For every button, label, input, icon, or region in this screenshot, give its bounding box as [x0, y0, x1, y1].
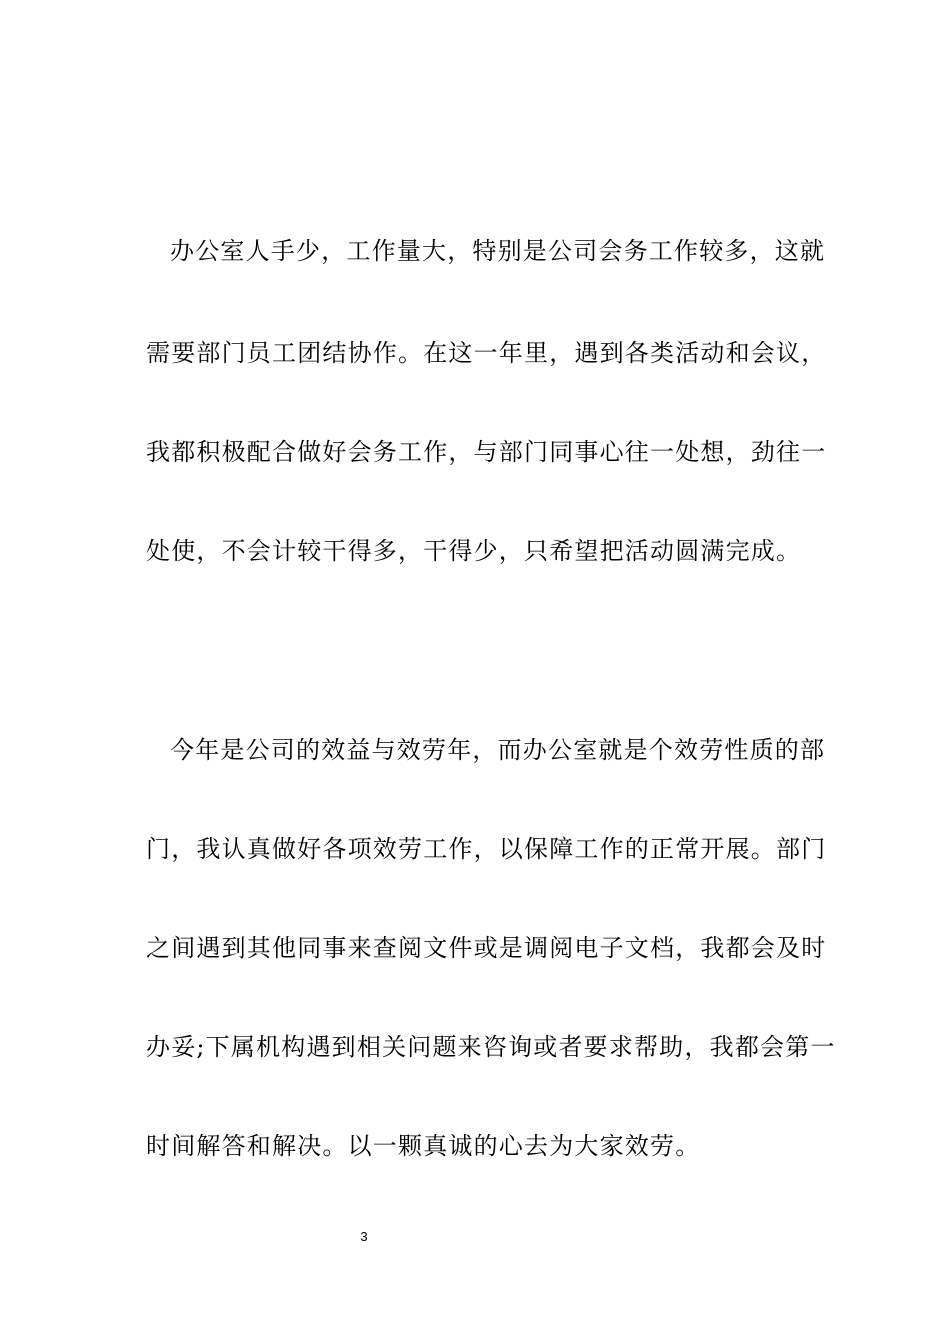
paragraph-line: 需要部门员工团结协作。在这一年里，遇到各类活动和会议，: [146, 339, 827, 367]
paragraph-line: 时间解答和解决。以一颗真诚的心去为大家效劳。: [146, 1132, 701, 1160]
paragraph-line: 之间遇到其他同事来查阅文件或是调阅电子文档，我都会及时: [146, 934, 827, 962]
paragraph-line: 今年是公司的效益与效劳年，而办公室就是个效劳性质的部: [170, 736, 826, 764]
paragraph-line: 我都积极配合做好会务工作，与部门同事心往一处想，劲往一: [146, 438, 827, 466]
page-number: 3: [360, 1229, 368, 1244]
paragraph-line: 处使，不会计较干得多，干得少，只希望把活动圆满完成。: [146, 537, 802, 565]
paragraph-line: 门，我认真做好各项效劳工作，以保障工作的正常开展。部门: [146, 835, 827, 863]
paragraph-line: 办公室人手少，工作量大，特别是公司会务工作较多，这就: [170, 237, 826, 265]
paragraph-line: 办妥;下属机构遇到相关问题来咨询或者要求帮助，我都会第一: [146, 1033, 836, 1061]
